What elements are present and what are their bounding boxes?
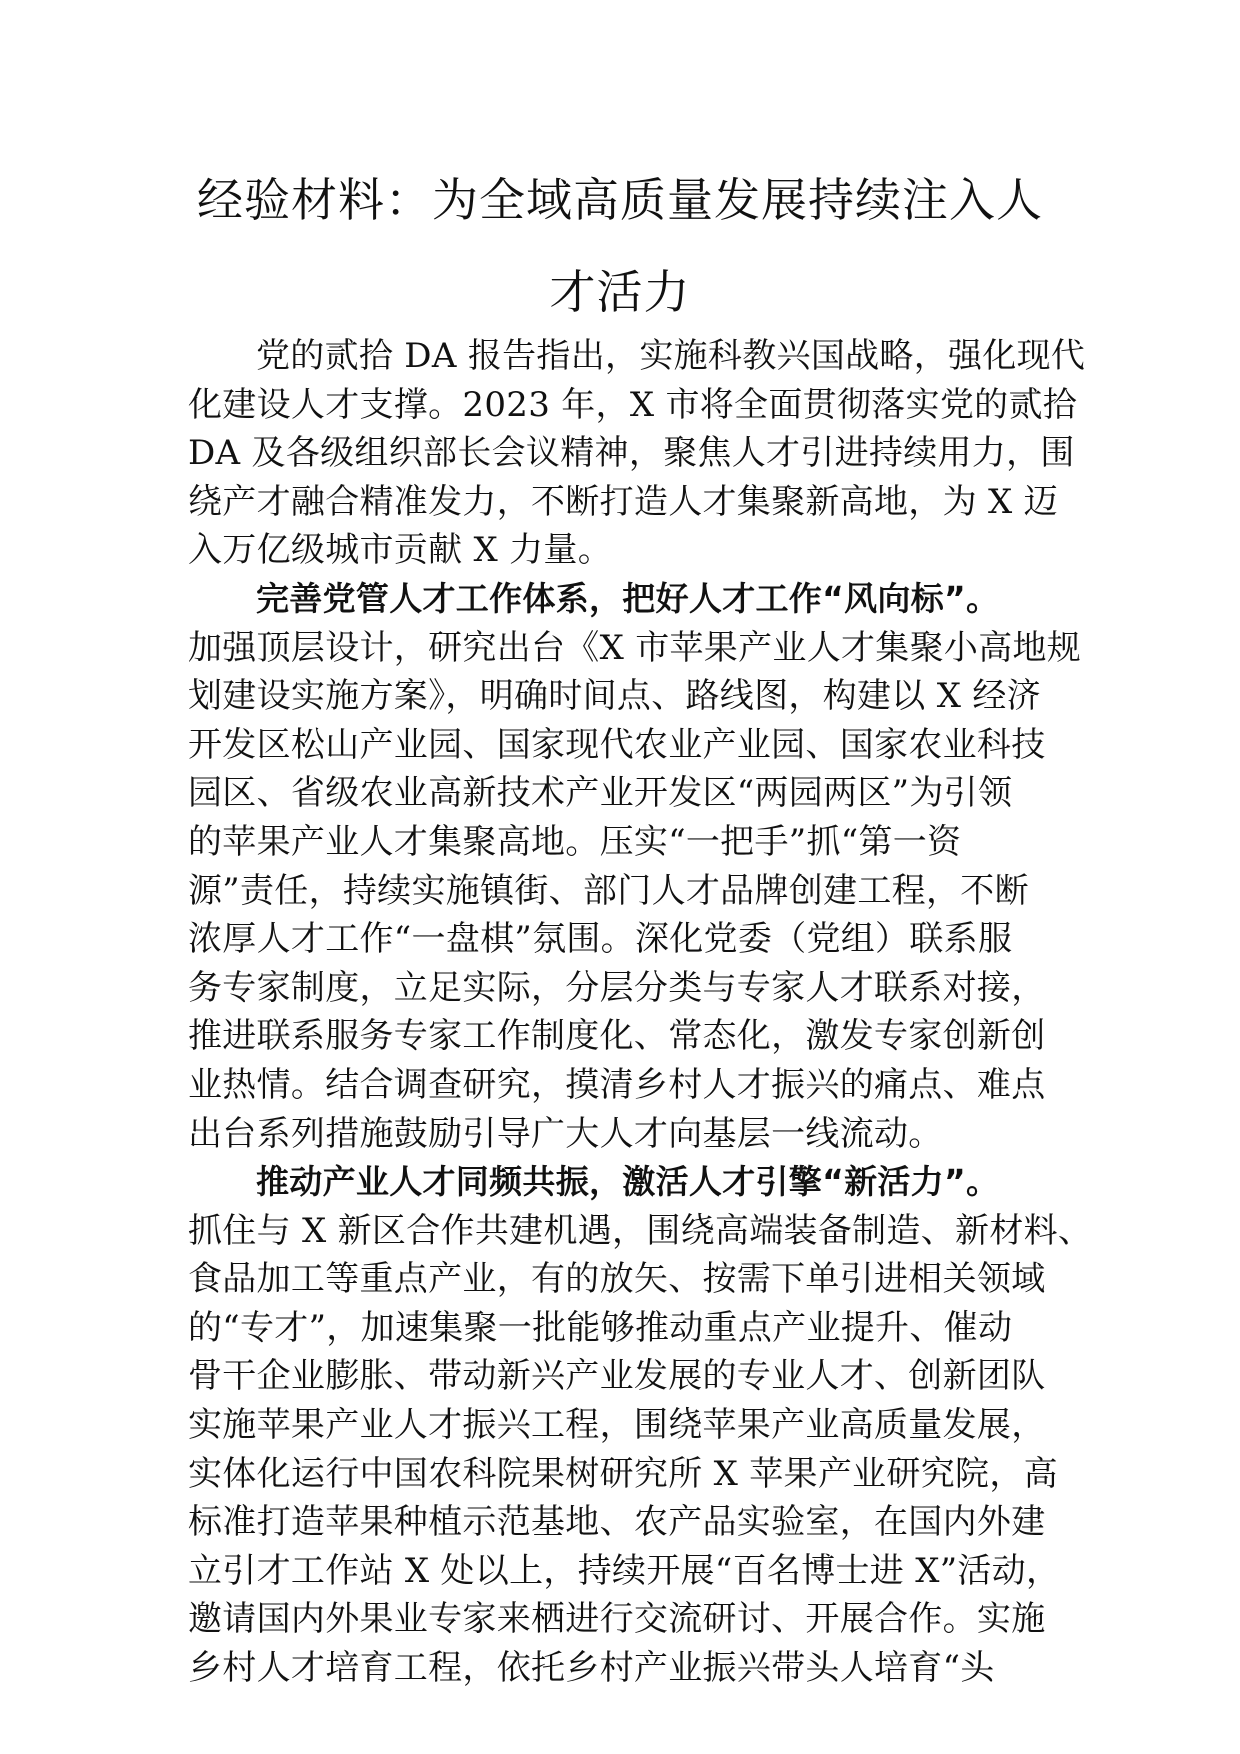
paragraph-line: 标准打造苹果种植示范基地、农产品实验室，在国内外建 xyxy=(188,1502,1046,1543)
document-title-line-1: 经验材料：为全域高质量发展持续注入人 xyxy=(197,173,1043,227)
paragraph-line: 推进联系服务专家工作制度化、常态化，激发专家创新创 xyxy=(188,1016,1046,1057)
paragraph-line: 划建设实施方案》，明确时间点、路线图，构建以 X 经济 xyxy=(188,676,1041,717)
paragraph-line: 乡村人才培育工程，依托乡村产业振兴带头人培育“头 xyxy=(188,1648,995,1689)
paragraph-line: 源”责任，持续实施镇街、部门人才品牌创建工程，不断 xyxy=(188,870,1029,911)
paragraph-line: 浓厚人才工作“一盘棋”氛围。深化党委（党组）联系服 xyxy=(188,919,1013,960)
paragraph-line: 务专家制度，立足实际，分层分类与专家人才联系对接， xyxy=(188,967,1046,1008)
paragraph-line: 的“专才”，加速集聚一批能够推动重点产业提升、催动 xyxy=(188,1307,1013,1348)
section-heading: 完善党管人才工作体系，把好人才工作“风向标”。 xyxy=(256,578,1000,618)
paragraph-line: 业热情。结合调查研究，摸清乡村人才振兴的痛点、难点 xyxy=(188,1064,1046,1105)
paragraph-line: DA 及各级组织部长会议精神，聚焦人才引进持续用力，围 xyxy=(188,433,1075,474)
paragraph-line: 的苹果产业人才集聚高地。压实“一把手”抓“第一资 xyxy=(188,821,962,862)
paragraph-line: 加强顶层设计，研究出台《X 市苹果产业人才集聚小高地规 xyxy=(188,627,1082,668)
paragraph-line: 绕产才融合精准发力，不断打造人才集聚新高地，为 X 迈 xyxy=(188,481,1058,522)
paragraph-line: 立引才工作站 X 处以上，持续开展“百名博士进 X”活动， xyxy=(188,1550,1061,1591)
section-heading: 推动产业人才同频共振，激活人才引擎“新活力”。 xyxy=(256,1162,1000,1202)
paragraph-line: 入万亿级城市贡献 X 力量。 xyxy=(188,530,613,571)
paragraph-line: 邀请国内外果业专家来栖进行交流研讨、开展合作。实施 xyxy=(188,1599,1046,1640)
paragraph-line: 食品加工等重点产业，有的放矢、按需下单引进相关领域 xyxy=(188,1259,1046,1300)
paragraph-line: 抓住与 X 新区合作共建机遇，围绕高端装备制造、新材料、 xyxy=(188,1210,1093,1251)
paragraph-line: 出台系列措施鼓励引导广大人才向基层一线流动。 xyxy=(188,1113,943,1154)
paragraph-line: 骨干企业膨胀、带动新兴产业发展的专业人才、创新团队 xyxy=(188,1356,1046,1397)
paragraph-line: 实施苹果产业人才振兴工程，围绕苹果产业高质量发展， xyxy=(188,1405,1046,1446)
paragraph-line: 党的贰拾 DA 报告指出，实施科教兴国战略，强化现代 xyxy=(256,336,1086,376)
document-body xyxy=(188,332,1093,1693)
paragraph-line: 开发区松山产业园、国家现代农业产业园、国家农业科技 xyxy=(188,724,1046,765)
paragraph-line: 实体化运行中国农科院果树研究所 X 苹果产业研究院，高 xyxy=(188,1453,1058,1494)
paragraph-line: 化建设人才支撑。2023 年，X 市将全面贯彻落实党的贰拾 xyxy=(188,384,1078,425)
paragraph-line: 园区、省级农业高新技术产业开发区“两园两区”为引领 xyxy=(188,773,1013,814)
document-title-line-2: 才活力 xyxy=(549,265,691,319)
